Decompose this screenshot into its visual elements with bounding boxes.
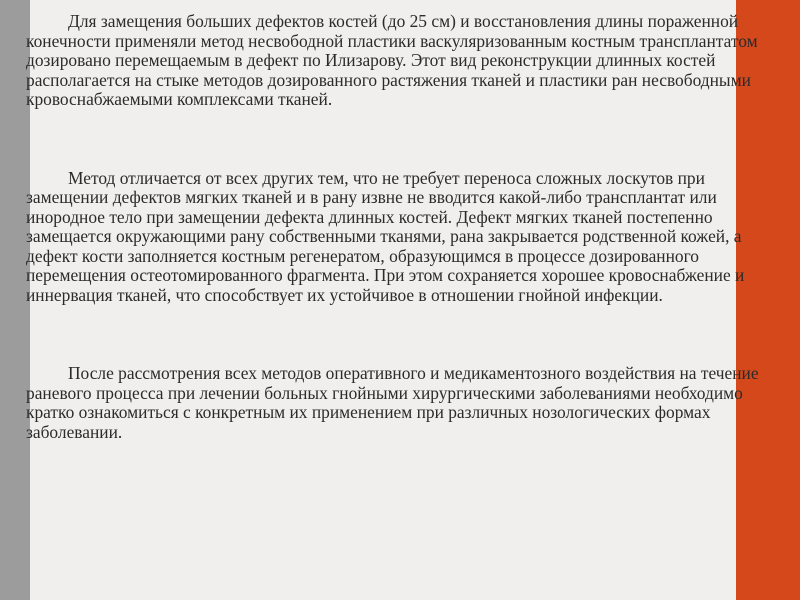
paragraph-2: Метод отличается от всех других тем, что не требует переноса сложных лоскутов при замещении дефектов мягких тканей и в рану извне не вводится какой-либо трансплантат или инородное тело при замещении дефекта длинных костей. Дефект мягких тканей постепенно замещается окружающими рану собственными тканями, рана закрывается родственной кожей, а дефект кости заполняется костным регенератом, образующимся в процессе дозированного перемещения остеотомированного фрагмента. При этом сохраняется хорошее кровоснабжение и иннервация тканей, что способствует их устойчивое в отношении гнойной инфекции. [26,167,745,305]
slide-text-body [26,12,790,442]
paragraph-1: Для замещения больших дефектов костей (до 25 см) и восстановления длины пораженной конечности применяли метод несвободной пластики васкуляризованным костным трансплантатом дозировано перемещаемым в дефект по Илизарову. Этот вид реконструкции длинных костей располагается на стыке методов дозированного растяжения тканей и пластики ран несвободными кровоснабжаемыми комплексами тканей. [26,11,758,109]
paragraph-3: После рассмотрения всех методов оперативного и медикаментозного воздействия на течение раневого процесса при лечении больных гнойными хирургическими заболеваниями необходимо кратко ознакомиться с конкретным их применением при различных нозологических формах заболевании. [26,363,759,442]
